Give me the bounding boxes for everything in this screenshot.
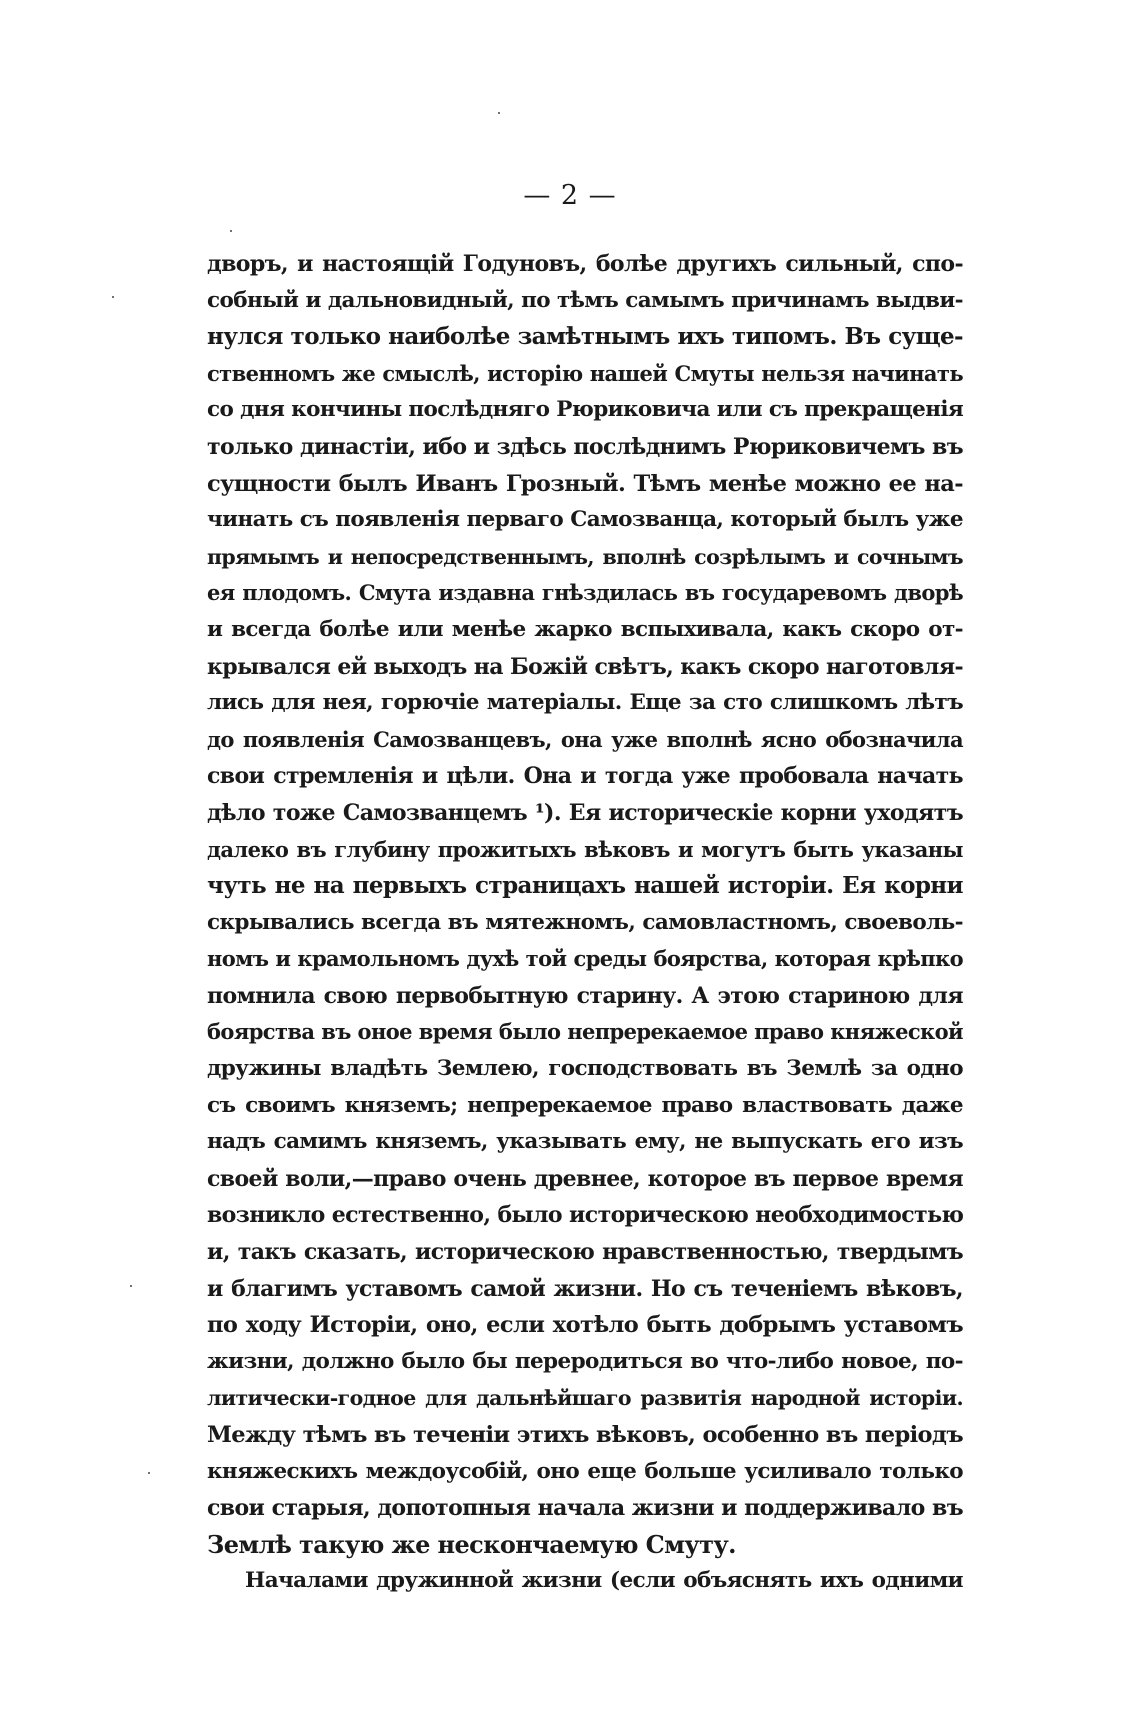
- paper-speck: [148, 1472, 150, 1474]
- text-line: свои стремленія и цѣли. Она и тогда уже пробовала начать: [207, 763, 963, 790]
- text-line: помнила свою первобытную старину. А этою стариною для: [207, 982, 963, 1009]
- text-line: свои старыя, допотопныя начала жизни и поддерживало въ: [207, 1495, 963, 1522]
- text-line: номъ и крамольномъ духѣ той среды боярства, которая крѣпко: [207, 946, 963, 972]
- text-line: ственномъ же смыслѣ, исторію нашей Смуты нельзя начинать: [207, 360, 963, 386]
- text-line: возникло естественно, было историческою необходимостью: [207, 1202, 964, 1229]
- text-line: Землѣ такую же нескончаемую Смуту.: [207, 1529, 736, 1559]
- text-line: по ходу Исторіи, оно, если хотѣло быть добрымъ уставомъ: [207, 1312, 963, 1339]
- text-line: дворъ, и настоящій Годуновъ, болѣе другихъ сильный, спо-: [207, 251, 963, 277]
- text-line: дѣло тоже Самозванцемъ ¹). Ея историческіе корни уходятъ: [207, 799, 963, 826]
- paper-speck: [112, 296, 114, 298]
- text-line: и, такъ сказать, историческою нравственностью, твердымъ: [207, 1239, 963, 1266]
- paper-speck: [230, 230, 232, 232]
- text-line: крывался ей выходъ на Божій свѣтъ, какъ скоро наготовля-: [207, 653, 963, 680]
- paper-speck: [130, 1285, 132, 1287]
- text-line: и благимъ уставомъ самой жизни. Но съ теченіемъ вѣковъ,: [207, 1275, 963, 1302]
- text-line: дружины владѣть Землею, господствовать въ Землѣ за одно: [207, 1056, 963, 1082]
- text-line: надъ самимъ княземъ, указывать ему, не выпускать его изъ: [207, 1129, 963, 1155]
- page-number: — 2 —: [523, 180, 617, 211]
- paragraph-2: [207, 1563, 963, 1600]
- paper-speck: [498, 112, 500, 114]
- text-line: чинать съ появленія перваго Самозванца, который былъ уже: [207, 507, 963, 533]
- text-line: своей воли,—право очень древнее, которое въ первое время: [207, 1165, 963, 1192]
- text-line: лись для нея, горючіе матеріалы. Еще за сто слишкомъ лѣтъ: [207, 690, 963, 716]
- text-line: нулся только наиболѣе замѣтнымъ ихъ типомъ. Въ суще-: [207, 323, 963, 351]
- text-line: до появленія Самозванцевъ, она уже вполнѣ ясно обозначила: [207, 726, 963, 752]
- text-line: скрывались всегда въ мятежномъ, самовластномъ, своеволь-: [207, 909, 963, 935]
- body-text: [207, 246, 963, 1600]
- text-line: княжескихъ междоусобій, оно еще больше усиливало только: [207, 1458, 963, 1484]
- text-line: Началами дружинной жизни (если объяснять ихъ одними: [245, 1568, 963, 1594]
- text-line: со дня кончины послѣдняго Рюриковича или съ прекращенія: [207, 397, 964, 423]
- text-line: ея плодомъ. Смута издавна гнѣздилась въ государевомъ дворѣ: [207, 580, 963, 606]
- paragraph-1: [207, 246, 963, 1563]
- text-line: далеко въ глубину прожитыхъ вѣковъ и могутъ быть указаны: [207, 836, 963, 862]
- text-line: сущности былъ Иванъ Грозный. Тѣмъ менѣе можно ее на-: [207, 470, 963, 497]
- text-line: чуть не на первыхъ страницахъ нашей исторіи. Ея корни: [207, 872, 963, 900]
- text-line: только династіи, ибо и здѣсь послѣднимъ Рюриковичемъ въ: [207, 433, 963, 460]
- text-line: Между тѣмъ въ теченіи этихъ вѣковъ, особенно въ періодъ: [207, 1422, 963, 1448]
- text-line: литически-годное для дальнѣйшаго развитія народной исторіи.: [207, 1386, 963, 1411]
- text-line: собный и дальновидный, по тѣмъ самымъ причинамъ выдви-: [207, 287, 963, 313]
- text-line: жизни, должно было бы переродиться во что-либо новое, по-: [207, 1348, 963, 1374]
- text-line: и всегда болѣе или менѣе жарко вспыхивала, какъ скоро от-: [207, 616, 963, 642]
- text-line: съ своимъ княземъ; непререкаемое право властвовать даже: [207, 1092, 963, 1118]
- text-line: боярства въ оное время было непререкаемое право княжеской: [207, 1019, 963, 1045]
- text-line: прямымъ и непосредственнымъ, вполнѣ созрѣлымъ и сочнымъ: [207, 544, 963, 569]
